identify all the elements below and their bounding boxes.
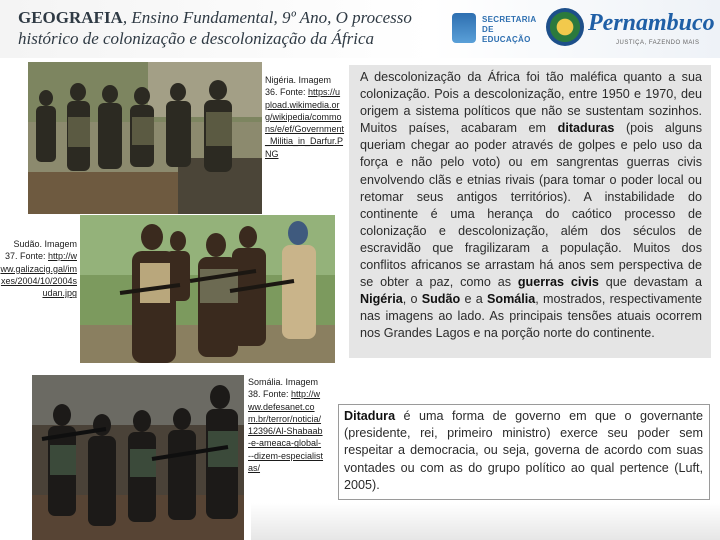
nigeria-source-link[interactable]: https://upload.wikimedia.org/wikipedia/commons/e/ef/Government_Militia_in_Darfur.PNG — [265, 87, 345, 159]
term-ditaduras: ditaduras — [557, 121, 615, 136]
footer-bar — [251, 503, 720, 540]
text-part-3: que devastam a — [598, 275, 702, 290]
term-guerras-civis: guerras civis — [517, 275, 599, 290]
title-rest: , Ensino Fundamental, 9º Ano, O processo — [122, 8, 412, 27]
main-text-box — [349, 65, 711, 358]
definition-term: Ditadura — [344, 409, 396, 423]
text-part-5: e a — [460, 292, 487, 307]
main-paragraph — [360, 69, 702, 343]
title-line-2: histórico de colonização e descolonização da África — [18, 29, 374, 48]
nigeria-photo — [28, 62, 262, 214]
somalia-caption — [248, 376, 324, 474]
definition-text: é uma forma de governo em que o governante (presidente, rei, primeiro ministro) exerce seu poder sem respeitar a democracia, ou seja, governa de acordo com suas vontades ou com as do grupo político ao qual pertence (Luft, 2005). — [344, 409, 703, 492]
state-seal-icon — [546, 8, 584, 46]
nigeria-caption-text: Nigéria. Imagem 36. Fonte: — [265, 75, 332, 98]
subject-label: GEOGRAFIA — [18, 8, 123, 27]
definition-box — [338, 404, 710, 500]
nigeria-caption — [265, 74, 345, 160]
text-part-4: , o — [402, 292, 422, 307]
sudao-photo — [80, 215, 335, 363]
definition-paragraph — [344, 408, 703, 494]
term-sudao: Sudão — [421, 292, 461, 307]
sudao-source-link[interactable]: http://www.galizacig.gal/imxes/2004/10/2004sudan.jpg — [0, 251, 77, 299]
term-somalia: Somália — [486, 292, 536, 307]
text-part-6: , mostrados, respectivamente nas imagens ao lado. As principais tensões atuais ocorrem nos Grandes Lagos e na porção norte do continente. — [360, 292, 702, 341]
text-part-1: A descolonização da África foi tão maléfica quanto a sua colonização. Pois a descolonização, entre 1950 e 1970, deu origem a sistema políticos que não se sustentam sozinhos. Muitos países, acabaram em — [360, 70, 702, 136]
somalia-photo — [32, 375, 244, 540]
somalia-source-link[interactable]: http://www.defesanet.com.br/terror/noticia/12396/Al-Shabaab-e-ameaca-global---dizem-especialistas/ — [248, 389, 324, 474]
term-nigeria: Nigéria — [360, 292, 403, 307]
state-name: Pernambuco — [588, 10, 715, 36]
sudao-caption-text: Sudão. Imagem 37. Fonte: — [4, 239, 77, 262]
page-title — [18, 7, 438, 49]
pernambuco-logo — [546, 6, 716, 52]
secretaria-label: SECRETARIA DE EDUCAÇÃO — [482, 15, 537, 44]
text-part-2: (pois alguns queriam chegar ao poder através de golpes e pelo uso da força e não pelo voto) ou em sangrentas guerras civis envolvendo clãs e etnias rivais (para tomar o poder local ou retomar seus antigos territórios). A instabilidade do continente é uma herança do caótico processo de colonização e descolonização, além dos séculos de escravidão que fragilizaram a população. Muitos dos conflitos africanos se arrastam há anos sem perspectiva de se obter a paz, como as — [360, 121, 702, 290]
state-slogan: JUSTIÇA, FAZENDO MAIS — [616, 40, 700, 46]
sudao-caption — [0, 238, 77, 299]
secretaria-logo — [452, 11, 542, 47]
secretaria-icon — [452, 13, 476, 43]
somalia-caption-text: Somália. Imagem 38. Fonte: — [248, 377, 319, 400]
